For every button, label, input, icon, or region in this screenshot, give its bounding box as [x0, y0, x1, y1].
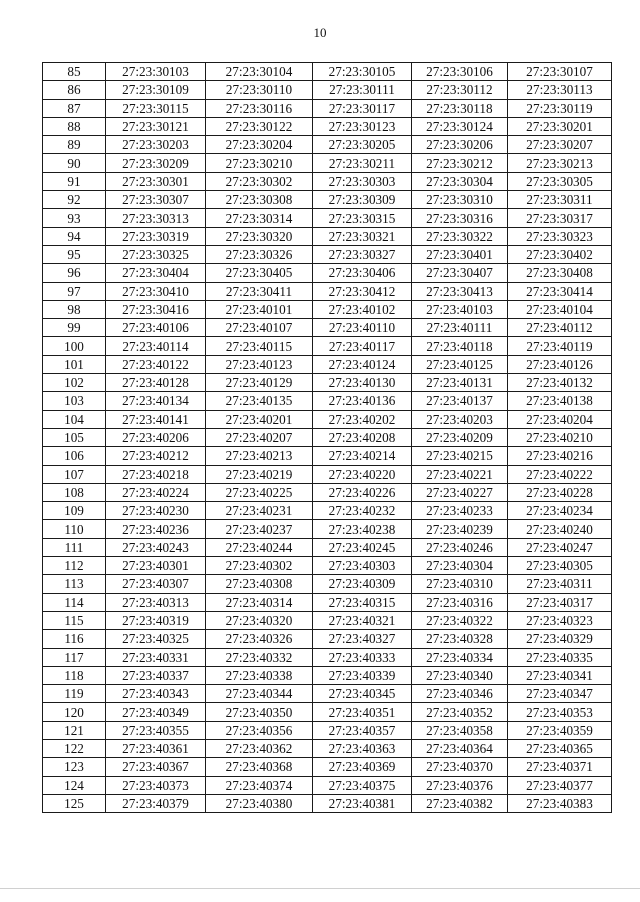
table-row [43, 410, 612, 428]
cadastral-code-cell: 27:23:30322 [412, 227, 508, 245]
cadastral-code-cell: 27:23:40332 [206, 648, 313, 666]
cadastral-code-cell: 27:23:40369 [313, 758, 412, 776]
cadastral-code-cell: 27:23:40351 [313, 703, 412, 721]
row-number-cell: 87 [43, 99, 106, 117]
table-row [43, 81, 612, 99]
cadastral-code-cell: 27:23:30401 [412, 245, 508, 263]
cadastral-code-cell: 27:23:40380 [206, 794, 313, 812]
cadastral-code-cell: 27:23:40118 [412, 337, 508, 355]
cadastral-code-cell: 27:23:40352 [412, 703, 508, 721]
cadastral-code-cell: 27:23:30406 [313, 264, 412, 282]
cadastral-code-cell: 27:23:30113 [508, 81, 612, 99]
cadastral-code-cell: 27:23:40368 [206, 758, 313, 776]
cadastral-code-cell: 27:23:30209 [106, 154, 206, 172]
cadastral-code-cell: 27:23:30121 [106, 117, 206, 135]
cadastral-code-cell: 27:23:40218 [106, 465, 206, 483]
cadastral-code-cell: 27:23:30213 [508, 154, 612, 172]
row-number-cell: 86 [43, 81, 106, 99]
table-row [43, 264, 612, 282]
cadastral-code-cell: 27:23:40212 [106, 447, 206, 465]
cadastral-code-cell: 27:23:40136 [313, 392, 412, 410]
cadastral-code-cell: 27:23:30320 [206, 227, 313, 245]
table-row [43, 117, 612, 135]
row-number-cell: 118 [43, 666, 106, 684]
cadastral-code-cell: 27:23:40210 [508, 428, 612, 446]
cadastral-code-cell: 27:23:40338 [206, 666, 313, 684]
cadastral-code-cell: 27:23:40234 [508, 502, 612, 520]
cadastral-code-cell: 27:23:40114 [106, 337, 206, 355]
cadastral-code-cell: 27:23:40243 [106, 538, 206, 556]
cadastral-code-cell: 27:23:40345 [313, 685, 412, 703]
row-number-cell: 113 [43, 575, 106, 593]
cadastral-code-cell: 27:23:40230 [106, 502, 206, 520]
cadastral-code-cell: 27:23:40119 [508, 337, 612, 355]
cadastral-code-cell: 27:23:40237 [206, 520, 313, 538]
cadastral-code-cell: 27:23:40220 [313, 465, 412, 483]
cadastral-code-cell: 27:23:40381 [313, 794, 412, 812]
cadastral-code-cell: 27:23:40310 [412, 575, 508, 593]
cadastral-code-cell: 27:23:40337 [106, 666, 206, 684]
cadastral-code-cell: 27:23:30109 [106, 81, 206, 99]
cadastral-code-cell: 27:23:40361 [106, 739, 206, 757]
cadastral-code-cell: 27:23:40333 [313, 648, 412, 666]
cadastral-code-cell: 27:23:30319 [106, 227, 206, 245]
table-row [43, 666, 612, 684]
table-body [43, 63, 612, 813]
cadastral-code-cell: 27:23:30122 [206, 117, 313, 135]
table-row [43, 319, 612, 337]
table-row [43, 721, 612, 739]
cadastral-code-cell: 27:23:30212 [412, 154, 508, 172]
cadastral-code-cell: 27:23:40357 [313, 721, 412, 739]
table-row [43, 575, 612, 593]
cadastral-code-cell: 27:23:40244 [206, 538, 313, 556]
cadastral-code-cell: 27:23:40317 [508, 593, 612, 611]
cadastral-code-cell: 27:23:40228 [508, 483, 612, 501]
row-number-cell: 101 [43, 355, 106, 373]
table-row [43, 611, 612, 629]
cadastral-code-cell: 27:23:40209 [412, 428, 508, 446]
cadastral-code-cell: 27:23:40374 [206, 776, 313, 794]
cadastral-code-cell: 27:23:40379 [106, 794, 206, 812]
row-number-cell: 96 [43, 264, 106, 282]
cadastral-code-cell: 27:23:40343 [106, 685, 206, 703]
cadastral-code-cell: 27:23:40307 [106, 575, 206, 593]
cadastral-code-cell: 27:23:40128 [106, 374, 206, 392]
cadastral-code-cell: 27:23:30301 [106, 172, 206, 190]
cadastral-code-cell: 27:23:30414 [508, 282, 612, 300]
cadastral-code-cell: 27:23:30313 [106, 209, 206, 227]
cadastral-code-cell: 27:23:40326 [206, 630, 313, 648]
cadastral-code-cell: 27:23:30210 [206, 154, 313, 172]
cadastral-code-cell: 27:23:40206 [106, 428, 206, 446]
table-row [43, 520, 612, 538]
cadastral-code-cell: 27:23:40340 [412, 666, 508, 684]
cadastral-code-cell: 27:23:40359 [508, 721, 612, 739]
table-row [43, 245, 612, 263]
cadastral-code-cell: 27:23:40308 [206, 575, 313, 593]
row-number-cell: 94 [43, 227, 106, 245]
row-number-cell: 114 [43, 593, 106, 611]
cadastral-code-cell: 27:23:30201 [508, 117, 612, 135]
row-number-cell: 99 [43, 319, 106, 337]
cadastral-code-cell: 27:23:40208 [313, 428, 412, 446]
cadastral-code-cell: 27:23:40303 [313, 557, 412, 575]
row-number-cell: 124 [43, 776, 106, 794]
cadastral-code-cell: 27:23:30308 [206, 191, 313, 209]
row-number-cell: 97 [43, 282, 106, 300]
table-row [43, 337, 612, 355]
table-row [43, 136, 612, 154]
cadastral-code-cell: 27:23:40233 [412, 502, 508, 520]
cadastral-code-cell: 27:23:30411 [206, 282, 313, 300]
cadastral-code-cell: 27:23:40141 [106, 410, 206, 428]
cadastral-code-cell: 27:23:40135 [206, 392, 313, 410]
cadastral-code-cell: 27:23:40225 [206, 483, 313, 501]
table-row [43, 465, 612, 483]
cadastral-code-cell: 27:23:40311 [508, 575, 612, 593]
cadastral-code-cell: 27:23:30206 [412, 136, 508, 154]
cadastral-code-cell: 27:23:30305 [508, 172, 612, 190]
cadastral-code-cell: 27:23:40316 [412, 593, 508, 611]
cadastral-code-cell: 27:23:40325 [106, 630, 206, 648]
table-row [43, 685, 612, 703]
cadastral-code-cell: 27:23:40358 [412, 721, 508, 739]
cadastral-code-cell: 27:23:40376 [412, 776, 508, 794]
table-row [43, 593, 612, 611]
table-row [43, 300, 612, 318]
cadastral-code-cell: 27:23:40131 [412, 374, 508, 392]
cadastral-code-cell: 27:23:40103 [412, 300, 508, 318]
page-number: 10 [313, 25, 327, 40]
cadastral-code-cell: 27:23:30327 [313, 245, 412, 263]
cadastral-code-cell: 27:23:40137 [412, 392, 508, 410]
cadastral-code-cell: 27:23:40125 [412, 355, 508, 373]
row-number-cell: 125 [43, 794, 106, 812]
row-number-cell: 115 [43, 611, 106, 629]
cadastral-code-cell: 27:23:40227 [412, 483, 508, 501]
row-number-cell: 92 [43, 191, 106, 209]
cadastral-code-cell: 27:23:40334 [412, 648, 508, 666]
cadastral-code-cell: 27:23:40203 [412, 410, 508, 428]
cadastral-code-cell: 27:23:30107 [508, 63, 612, 81]
table-row [43, 63, 612, 81]
cadastral-code-cell: 27:23:30110 [206, 81, 313, 99]
table-row [43, 648, 612, 666]
cadastral-code-cell: 27:23:40331 [106, 648, 206, 666]
cadastral-code-cell: 27:23:30309 [313, 191, 412, 209]
cadastral-code-cell: 27:23:30408 [508, 264, 612, 282]
cadastral-code-cell: 27:23:40335 [508, 648, 612, 666]
cadastral-code-cell: 27:23:40247 [508, 538, 612, 556]
cadastral-code-cell: 27:23:30310 [412, 191, 508, 209]
cadastral-code-cell: 27:23:40309 [313, 575, 412, 593]
cadastral-code-cell: 27:23:40222 [508, 465, 612, 483]
cadastral-code-cell: 27:23:40134 [106, 392, 206, 410]
cadastral-code-cell: 27:23:40107 [206, 319, 313, 337]
cadastral-code-cell: 27:23:30204 [206, 136, 313, 154]
cadastral-table-container [42, 62, 611, 813]
table-row [43, 776, 612, 794]
cadastral-code-cell: 27:23:40117 [313, 337, 412, 355]
cadastral-code-cell: 27:23:30316 [412, 209, 508, 227]
cadastral-code-cell: 27:23:30410 [106, 282, 206, 300]
cadastral-code-cell: 27:23:30315 [313, 209, 412, 227]
cadastral-code-cell: 27:23:30416 [106, 300, 206, 318]
row-number-cell: 90 [43, 154, 106, 172]
row-number-cell: 110 [43, 520, 106, 538]
cadastral-code-cell: 27:23:30412 [313, 282, 412, 300]
row-number-cell: 100 [43, 337, 106, 355]
row-number-cell: 102 [43, 374, 106, 392]
row-number-cell: 91 [43, 172, 106, 190]
cadastral-code-cell: 27:23:40106 [106, 319, 206, 337]
row-number-cell: 119 [43, 685, 106, 703]
row-number-cell: 105 [43, 428, 106, 446]
cadastral-code-cell: 27:23:40123 [206, 355, 313, 373]
cadastral-code-cell: 27:23:40101 [206, 300, 313, 318]
cadastral-code-cell: 27:23:30111 [313, 81, 412, 99]
cadastral-code-cell: 27:23:30317 [508, 209, 612, 227]
row-number-cell: 107 [43, 465, 106, 483]
row-number-cell: 85 [43, 63, 106, 81]
cadastral-code-cell: 27:23:40122 [106, 355, 206, 373]
cadastral-code-cell: 27:23:30123 [313, 117, 412, 135]
cadastral-code-cell: 27:23:30106 [412, 63, 508, 81]
cadastral-code-cell: 27:23:30115 [106, 99, 206, 117]
cadastral-code-cell: 27:23:40216 [508, 447, 612, 465]
cadastral-code-cell: 27:23:40111 [412, 319, 508, 337]
cadastral-code-cell: 27:23:40355 [106, 721, 206, 739]
cadastral-code-cell: 27:23:40377 [508, 776, 612, 794]
cadastral-code-cell: 27:23:30323 [508, 227, 612, 245]
cadastral-code-cell: 27:23:40132 [508, 374, 612, 392]
cadastral-code-cell: 27:23:30304 [412, 172, 508, 190]
cadastral-code-cell: 27:23:30307 [106, 191, 206, 209]
cadastral-code-cell: 27:23:40115 [206, 337, 313, 355]
cadastral-code-cell: 27:23:40356 [206, 721, 313, 739]
cadastral-code-cell: 27:23:40236 [106, 520, 206, 538]
cadastral-table [42, 62, 612, 813]
table-row [43, 538, 612, 556]
cadastral-code-cell: 27:23:40363 [313, 739, 412, 757]
page-bottom-divider [0, 888, 640, 889]
cadastral-code-cell: 27:23:30124 [412, 117, 508, 135]
cadastral-code-cell: 27:23:30205 [313, 136, 412, 154]
cadastral-code-cell: 27:23:40350 [206, 703, 313, 721]
cadastral-code-cell: 27:23:40313 [106, 593, 206, 611]
cadastral-code-cell: 27:23:40362 [206, 739, 313, 757]
cadastral-code-cell: 27:23:40102 [313, 300, 412, 318]
table-row [43, 447, 612, 465]
cadastral-code-cell: 27:23:40239 [412, 520, 508, 538]
cadastral-code-cell: 27:23:40130 [313, 374, 412, 392]
table-row [43, 703, 612, 721]
cadastral-code-cell: 27:23:40138 [508, 392, 612, 410]
cadastral-code-cell: 27:23:40231 [206, 502, 313, 520]
table-row [43, 209, 612, 227]
table-row [43, 227, 612, 245]
table-row [43, 282, 612, 300]
cadastral-code-cell: 27:23:40110 [313, 319, 412, 337]
cadastral-code-cell: 27:23:40112 [508, 319, 612, 337]
cadastral-code-cell: 27:23:40246 [412, 538, 508, 556]
cadastral-code-cell: 27:23:40322 [412, 611, 508, 629]
row-number-cell: 121 [43, 721, 106, 739]
cadastral-code-cell: 27:23:40346 [412, 685, 508, 703]
cadastral-code-cell: 27:23:30402 [508, 245, 612, 263]
cadastral-code-cell: 27:23:40370 [412, 758, 508, 776]
cadastral-code-cell: 27:23:40124 [313, 355, 412, 373]
cadastral-code-cell: 27:23:30104 [206, 63, 313, 81]
cadastral-code-cell: 27:23:40213 [206, 447, 313, 465]
row-number-cell: 109 [43, 502, 106, 520]
cadastral-code-cell: 27:23:40373 [106, 776, 206, 794]
cadastral-code-cell: 27:23:30311 [508, 191, 612, 209]
row-number-cell: 112 [43, 557, 106, 575]
cadastral-code-cell: 27:23:40344 [206, 685, 313, 703]
cadastral-code-cell: 27:23:40364 [412, 739, 508, 757]
cadastral-code-cell: 27:23:40104 [508, 300, 612, 318]
table-row [43, 428, 612, 446]
row-number-cell: 104 [43, 410, 106, 428]
cadastral-code-cell: 27:23:40365 [508, 739, 612, 757]
cadastral-code-cell: 27:23:40207 [206, 428, 313, 446]
cadastral-code-cell: 27:23:40323 [508, 611, 612, 629]
cadastral-code-cell: 27:23:40129 [206, 374, 313, 392]
cadastral-code-cell: 27:23:40202 [313, 410, 412, 428]
table-row [43, 502, 612, 520]
cadastral-code-cell: 27:23:30118 [412, 99, 508, 117]
cadastral-code-cell: 27:23:40320 [206, 611, 313, 629]
cadastral-code-cell: 27:23:30325 [106, 245, 206, 263]
cadastral-code-cell: 27:23:30207 [508, 136, 612, 154]
cadastral-code-cell: 27:23:40375 [313, 776, 412, 794]
cadastral-code-cell: 27:23:30105 [313, 63, 412, 81]
table-row [43, 557, 612, 575]
cadastral-code-cell: 27:23:40126 [508, 355, 612, 373]
row-number-cell: 108 [43, 483, 106, 501]
cadastral-code-cell: 27:23:40232 [313, 502, 412, 520]
cadastral-code-cell: 27:23:40215 [412, 447, 508, 465]
table-row [43, 355, 612, 373]
cadastral-code-cell: 27:23:30119 [508, 99, 612, 117]
table-row [43, 630, 612, 648]
row-number-cell: 120 [43, 703, 106, 721]
cadastral-code-cell: 27:23:40347 [508, 685, 612, 703]
cadastral-code-cell: 27:23:40204 [508, 410, 612, 428]
table-row [43, 99, 612, 117]
cadastral-code-cell: 27:23:40314 [206, 593, 313, 611]
cadastral-code-cell: 27:23:40353 [508, 703, 612, 721]
cadastral-code-cell: 27:23:30407 [412, 264, 508, 282]
cadastral-code-cell: 27:23:40226 [313, 483, 412, 501]
row-number-cell: 106 [43, 447, 106, 465]
cadastral-code-cell: 27:23:40319 [106, 611, 206, 629]
cadastral-code-cell: 27:23:40221 [412, 465, 508, 483]
cadastral-code-cell: 27:23:30302 [206, 172, 313, 190]
row-number-cell: 89 [43, 136, 106, 154]
cadastral-code-cell: 27:23:40382 [412, 794, 508, 812]
cadastral-code-cell: 27:23:40201 [206, 410, 313, 428]
cadastral-code-cell: 27:23:30405 [206, 264, 313, 282]
cadastral-code-cell: 27:23:40371 [508, 758, 612, 776]
cadastral-code-cell: 27:23:40304 [412, 557, 508, 575]
cadastral-code-cell: 27:23:40321 [313, 611, 412, 629]
cadastral-code-cell: 27:23:40349 [106, 703, 206, 721]
row-number-cell: 103 [43, 392, 106, 410]
cadastral-code-cell: 27:23:30117 [313, 99, 412, 117]
cadastral-code-cell: 27:23:30303 [313, 172, 412, 190]
row-number-cell: 95 [43, 245, 106, 263]
cadastral-code-cell: 27:23:40214 [313, 447, 412, 465]
cadastral-code-cell: 27:23:30326 [206, 245, 313, 263]
cadastral-code-cell: 27:23:30211 [313, 154, 412, 172]
cadastral-code-cell: 27:23:40238 [313, 520, 412, 538]
row-number-cell: 88 [43, 117, 106, 135]
table-row [43, 758, 612, 776]
cadastral-code-cell: 27:23:40224 [106, 483, 206, 501]
row-number-cell: 123 [43, 758, 106, 776]
cadastral-code-cell: 27:23:40339 [313, 666, 412, 684]
table-row [43, 392, 612, 410]
cadastral-code-cell: 27:23:40219 [206, 465, 313, 483]
table-row [43, 483, 612, 501]
table-row [43, 739, 612, 757]
cadastral-code-cell: 27:23:40315 [313, 593, 412, 611]
cadastral-code-cell: 27:23:30112 [412, 81, 508, 99]
cadastral-code-cell: 27:23:40302 [206, 557, 313, 575]
table-row [43, 794, 612, 812]
cadastral-code-cell: 27:23:40329 [508, 630, 612, 648]
row-number-cell: 116 [43, 630, 106, 648]
table-row [43, 154, 612, 172]
row-number-cell: 122 [43, 739, 106, 757]
cadastral-code-cell: 27:23:40240 [508, 520, 612, 538]
cadastral-code-cell: 27:23:30203 [106, 136, 206, 154]
row-number-cell: 93 [43, 209, 106, 227]
table-row [43, 172, 612, 190]
cadastral-code-cell: 27:23:40305 [508, 557, 612, 575]
cadastral-code-cell: 27:23:40301 [106, 557, 206, 575]
row-number-cell: 117 [43, 648, 106, 666]
cadastral-code-cell: 27:23:40383 [508, 794, 612, 812]
table-row [43, 374, 612, 392]
cadastral-code-cell: 27:23:40328 [412, 630, 508, 648]
cadastral-code-cell: 27:23:30321 [313, 227, 412, 245]
cadastral-code-cell: 27:23:30116 [206, 99, 313, 117]
cadastral-code-cell: 27:23:40245 [313, 538, 412, 556]
cadastral-code-cell: 27:23:30314 [206, 209, 313, 227]
table-row [43, 191, 612, 209]
cadastral-code-cell: 27:23:40341 [508, 666, 612, 684]
row-number-cell: 111 [43, 538, 106, 556]
cadastral-code-cell: 27:23:30404 [106, 264, 206, 282]
cadastral-code-cell: 27:23:40367 [106, 758, 206, 776]
row-number-cell: 98 [43, 300, 106, 318]
cadastral-code-cell: 27:23:30413 [412, 282, 508, 300]
cadastral-code-cell: 27:23:30103 [106, 63, 206, 81]
cadastral-code-cell: 27:23:40327 [313, 630, 412, 648]
